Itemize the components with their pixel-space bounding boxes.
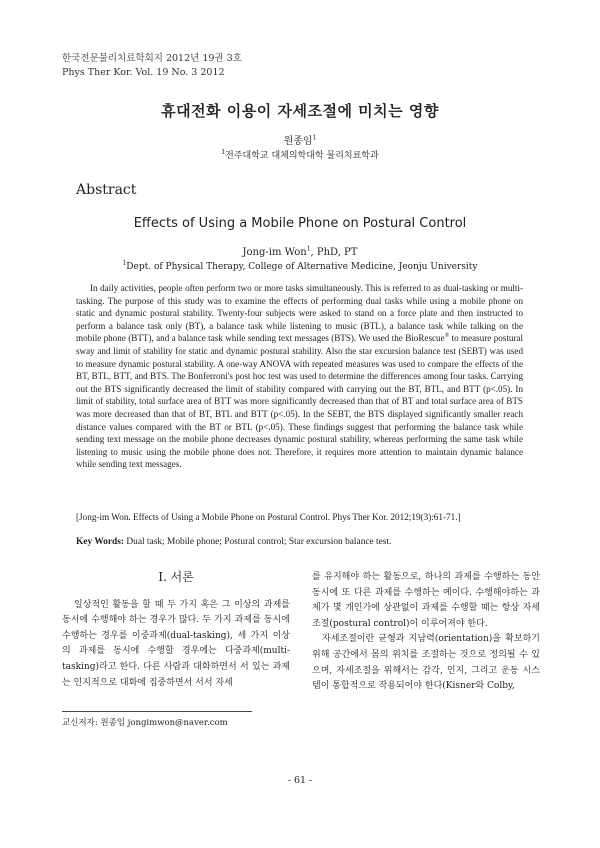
- english-author-sup: 1: [306, 245, 311, 253]
- left-column-paragraph: 일상적인 활동을 할 때 두 가지 혹은 그 이상의 과제를 동시에 수행해야 하는 경우가 많다. 두 가지 과제를 동시에 수행하는 경우를 이중과제(dual-tasking), 세 가지 이상의 과제를 동시에 수행할 경우에는 다중과제(multi-tasking)라고 한다. 다른 사람과 대화하면서 서 있는 과제는 인지적으로 대화에 집중하면서 서서 자세: [62, 599, 290, 688]
- english-author-suffix: , PhD, PT: [310, 247, 358, 258]
- english-affiliation: [0, 262, 600, 272]
- journal-header: [62, 52, 242, 80]
- page-number: - 61 -: [287, 775, 313, 786]
- journal-line-english: Phys Ther Kor. Vol. 19 No. 3 2012: [62, 67, 225, 78]
- registered-mark: ®: [444, 333, 450, 340]
- abstract-body: [76, 282, 523, 471]
- journal-line-korean: 한국전문물리치료학회지 2012년 19권 3호: [62, 53, 242, 64]
- english-author: [0, 247, 600, 258]
- korean-affiliation-sup: 1: [221, 149, 226, 156]
- left-column: [62, 570, 290, 691]
- keywords-label: Key Words:: [76, 537, 125, 547]
- korean-title: 휴대전화 이용이 자세조절에 미치는 영향: [161, 102, 439, 120]
- right-column-paragraph-1: 를 유지해야 하는 활동으로, 하나의 과제를 수행하는 동안 동시에 또 다른 과제를 수행하는 예이다. 수행해야하는 과제가 몇 개인가에 상관없이 과제를 수행할 때는 항상 자세조절(postural control)이 이루어져야 한다.: [312, 572, 540, 629]
- korean-affiliation-text: 전주대학교 대체의학대학 물리치료학과: [225, 151, 379, 161]
- english-author-name: Jong-im Won: [242, 247, 307, 258]
- korean-affiliation: [0, 148, 600, 161]
- korean-author-name: 원종임: [283, 136, 313, 147]
- corresponding-author-footnote: 교신저자: 원종임 jongimwon@naver.com: [62, 718, 228, 728]
- section-heading: Ⅰ. 서론: [158, 570, 194, 584]
- right-column-paragraph-2: 자세조절이란 균형과 지남력(orientation)을 확보하기 위해 공간에서 몸의 위치를 조절하는 것으로 정의될 수 있으며, 자세조절을 위해서는 감각, 인지, 그리고 운동 시스템이 통합적으로 작용되어야 한다(Kisner와 Colby,: [312, 634, 540, 692]
- citation: [Jong-im Won. Effects of Using a Mobile Phone on Postural Control. Phys Ther Kor. 2012;19(3):61-71.]: [76, 512, 461, 522]
- keywords: [76, 537, 391, 547]
- abstract-text-part2: to measure postural sway and limit of stability for static and dynamic postural stability. Also the star excursion balance test (SEBT) was used to measure dynamic postural stability. A one-way ANOVA with repeated measures was used to compare the effects of the BT, BTL, BTT, and BTS. The Bonferroni's post hoc test was used to determine the differences among four tasks. Carrying out the BTS significantly decreased the limit of stability compared with carrying out the BT, BTL, and BTT (p<.05). In limit of stability, total surface area of BTT was more significantly decreased than that of BT and total surface area of BTS was more decreased than that of BT, BTL and BTT (p<.05). In the SEBT, the BTS displayed significantly smaller reach distance values compared with the BT or BTL (p<.05). These findings suggest that performing the balance task while sending text message on the mobile phone decreases dynamic postural stability, whereas performing the same task while listening to music using the mobile phone does not. Therefore, it requires more attention to maintain dynamic balance while sending text messages.: [76, 333, 523, 470]
- english-affiliation-sup: 1: [122, 260, 127, 267]
- korean-author-sup: 1: [312, 134, 317, 142]
- right-column: [312, 570, 540, 695]
- korean-author: [0, 132, 600, 147]
- abstract-heading: Abstract: [76, 182, 137, 198]
- english-affiliation-text: Dept. of Physical Therapy, College of Alternative Medicine, Jeonju University: [126, 262, 478, 272]
- footnote-divider: [62, 711, 252, 712]
- abstract-text-part1: In daily activities, people often perform two or more tasks simultaneously. This is referred to as dual-tasking or multi-tasking. The purpose of this study was to examine the effects of performing dual tasks while using a mobile phone on static and dynamic postural stability. Twenty-four subjects were asked to stand on a force plate and then instructed to perform a balance task only (BT), a balance task while listening to music (BTL), a balance task while talking on the mobile phone (BTT), and a balance task while sending text messages (BTS). We used the BioRescue: [76, 283, 523, 344]
- english-title: Effects of Using a Mobile Phone on Postural Control: [133, 216, 467, 231]
- keywords-text: Dual task; Mobile phone; Postural control; Star excursion balance test.: [124, 537, 392, 547]
